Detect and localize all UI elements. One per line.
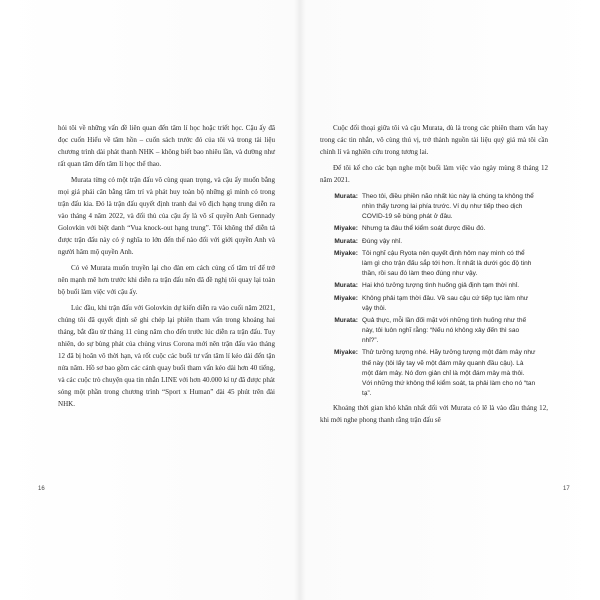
dialogue-line (320, 249, 548, 279)
dialogue-line (320, 237, 548, 247)
dialogue-text: Theo tôi, điều phiền não nhất lúc này là chúng ta không thể nhìn thấy tương lai phía trước. Ví dụ như tiếp theo dịch COVID-19 sẽ bùng phát ở đâu. (362, 192, 534, 220)
speaker-label: Murata: (334, 237, 358, 245)
dialogue-line (320, 192, 548, 222)
dialogue-text: Tôi nghĩ cậu Ryota nên quyết định hôm nay mình có thể làm gì cho trận đấu sắp tới hơn. Ít nhất là dưới góc độ tinh thần, rồi sau đó làm theo đúng như vậy. (362, 249, 532, 277)
left-paragraph-2: Murata từng có một trận đấu vô cùng quan trọng, và cậu ấy muốn bằng mọi giá phải cân bằng tâm trí và phát huy toàn bộ những gì mình có trong trận đấu kia. Đó là trận đấu quyết định tranh đai vô địch hạng trung diễn ra vào tháng 4 năm 2022, và đối thủ của cậu ấy là võ sĩ quyền Anh Gennady Golovkin với biệt danh “Vua knock-out hạng trung”. Tôi không thể diễn tả được trận đấu này có ý nghĩa to lớn đến thế nào đối với giới quyền Anh và người hâm mộ quyền Anh. (58, 176, 275, 256)
dialogue-text: Đúng vậy nhỉ. (362, 237, 403, 245)
page-number-left: 16 (38, 486, 45, 492)
dialogue-line (320, 348, 548, 398)
speaker-label: Murata: (334, 192, 358, 200)
left-page (58, 123, 275, 415)
dialogue-text: Không phải tạm thời đâu. Về sau cậu cứ tiếp tục làm như vậy thôi. (362, 294, 529, 312)
speaker-label: Miyake: (333, 249, 358, 257)
right-paragraph-3: Khoảng thời gian khó khăn nhất đối với Murata có lẽ là vào đầu tháng 12, khi mới nghe phong thanh rằng trận đấu sẽ (320, 403, 548, 424)
speaker-label: Miyake: (333, 294, 358, 302)
dialogue-line (320, 281, 548, 291)
left-paragraph-1: hỏi tôi về những vấn đề liên quan đến tâm lí học hoặc triết học. Cậu ấy đã đọc cuốn Hiểu về tâm hồn – cuốn sách trước đó của tôi và trong tài liệu chương trình dài phát thanh NHK – không biết bao nhiêu lần, và dường như rất quan tâm đến tâm lí học thể thao. (58, 124, 275, 168)
right-page (320, 123, 548, 431)
dialogue-line (320, 224, 548, 234)
dialogue-text: Thử tưởng tượng nhé. Hãy tưởng tượng một đám mây như thế này (tôi lấy tay vẽ một đám mây quanh đầu cậu). Là một đám mây. Nó đơn giản chỉ là một đám mây mà thôi. Với những thứ không thể kiểm soát, ta phải làm cho nó “tan tạ”. (362, 349, 536, 397)
left-paragraph-4: Lúc đầu, khi trận đấu với Golovkin dự kiến diễn ra vào cuối năm 2021, chúng tôi đã quyết định sẽ ghi chép lại phiên tham vấn trong khoảng hai tháng, bắt đầu từ tháng 11 cùng năm cho đến trước lúc diễn ra trận đấu. Tuy nhiên, do sự bùng phát của chủng virus Corona mới nên trận đấu vào tháng 12 đã bị hoãn vô thời hạn, và rốt cuộc các buổi tư vấn tâm lí kéo dài đến tận nửa năm. Hồ sơ bao gồm các cảnh quay buổi tham vấn kéo dài hơn 40 tiếng, và các cuộc trò chuyện qua tin nhắn LINE với hơn 40.000 kí tự đã được phát sóng một phần trong chương trình “Sport x Human” dài 45 phút trên đài NHK. (58, 304, 275, 408)
speaker-label: Miyake: (333, 225, 358, 233)
dialogue-line (320, 294, 548, 314)
page-number-right: 17 (563, 486, 570, 492)
right-paragraph-2: Để tôi kể cho các bạn nghe một buổi làm việc vào ngày mùng 8 tháng 12 năm 2021. (320, 164, 548, 185)
dialogue-text: Quả thực, mỗi lần đối mặt với những tình huống như thế này, tôi luôn nghĩ rằng: “Nếu nó không xảy đến thì sao nhỉ?”. (362, 317, 527, 345)
right-paragraph-1: Cuộc đối thoại giữa tôi và cậu Murata, dù là trong các phiên tham vấn hay trong các tin nhắn, vô cùng thú vị, trở thành nguồn tài liệu quý giá mà tôi cần chỉnh lí và nghiên cứu trong tương lai. (320, 124, 548, 156)
dialogue-line (320, 316, 548, 346)
dialogue-text: Nhưng ta đâu thể kiểm soát được điều đó. (362, 225, 486, 233)
dialogue-text: Hai khó tưởng tượng tình huống giả định tạm thời nhỉ. (362, 282, 520, 290)
speaker-label: Murata: (334, 282, 358, 290)
dialogue-block (320, 192, 548, 399)
left-paragraph-3: Có vẻ Murata muốn truyền lại cho đàn em cách củng cố tâm trí để trở nên mạnh mẽ hơn trước khi diễn ra trận đấu nên đã đề nghị tôi quay lại toàn bộ buổi làm việc với cậu ấy. (58, 264, 275, 296)
speaker-label: Miyake: (333, 349, 358, 357)
speaker-label: Murata: (334, 317, 358, 325)
